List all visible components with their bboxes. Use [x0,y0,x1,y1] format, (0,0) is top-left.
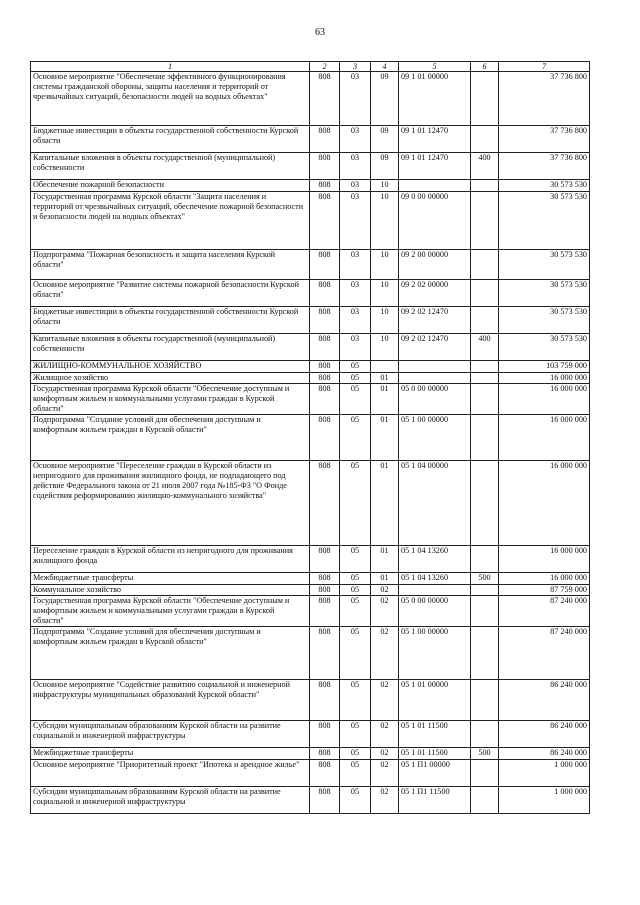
row-section: 05 [340,748,371,760]
row-section: 03 [340,280,371,307]
row-amount: 37 736 800 [499,153,590,180]
row-section: 05 [340,373,371,384]
row-grbs: 808 [310,787,340,814]
row-amount: 16 000 000 [499,415,590,461]
row-grbs: 808 [310,384,340,415]
row-subsection [371,361,399,373]
table-row [31,546,590,573]
row-section: 05 [340,596,371,627]
row-target-article: 09 1 01 00000 [399,72,471,126]
row-name: Субсидии муниципальным образованиям Курской области на развитие социальной и инженерной инфраструктуры [31,721,310,748]
table-row [31,748,590,760]
table-row [31,384,590,415]
row-subsection: 09 [371,126,399,153]
row-target-article: 05 1 01 00000 [399,680,471,721]
row-amount: 16 000 000 [499,546,590,573]
row-expense-type [471,361,499,373]
row-name: Основное мероприятие "Развитие системы пожарной безопасности Курской области" [31,280,310,307]
row-expense-type [471,680,499,721]
row-name: Подпрограмма "Создание условий для обеспечения доступным и комфортным жильем граждан в Курской области" [31,627,310,680]
table-row [31,361,590,373]
row-section: 05 [340,361,371,373]
row-grbs: 808 [310,748,340,760]
row-target-article: 05 1 04 13260 [399,573,471,585]
col-header: 6 [471,62,499,72]
row-grbs: 808 [310,192,340,250]
row-target-article: 05 1 01 11500 [399,748,471,760]
row-subsection: 10 [371,280,399,307]
row-expense-type [471,126,499,153]
row-subsection: 10 [371,250,399,280]
row-name: Межбюджетные трансферты [31,748,310,760]
row-section: 03 [340,307,371,334]
row-name: Переселение граждан в Курской области из непригодного для проживания жилищного фонда [31,546,310,573]
table-row [31,787,590,814]
table-row [31,760,590,787]
row-amount: 30 573 530 [499,280,590,307]
row-grbs: 808 [310,627,340,680]
row-name: Подпрограмма "Создание условий для обеспечения доступным и комфортным жильем граждан в Курской области" [31,415,310,461]
row-amount: 87 240 000 [499,596,590,627]
row-amount: 1 000 000 [499,760,590,787]
row-grbs: 808 [310,153,340,180]
row-expense-type [471,250,499,280]
row-section: 03 [340,180,371,192]
row-subsection: 09 [371,153,399,180]
row-expense-type [471,721,499,748]
row-expense-type [471,546,499,573]
table-row [31,373,590,384]
row-amount: 1 000 000 [499,787,590,814]
row-target-article: 09 1 01 12470 [399,153,471,180]
row-subsection: 01 [371,461,399,546]
row-grbs: 808 [310,596,340,627]
row-subsection: 02 [371,787,399,814]
row-section: 05 [340,760,371,787]
table-row [31,415,590,461]
row-section: 05 [340,585,371,596]
row-name: Подпрограмма "Пожарная безопасность и защита населения Курской области" [31,250,310,280]
row-subsection: 01 [371,373,399,384]
row-grbs: 808 [310,585,340,596]
row-name: Государственная программа Курской области "Обеспечение доступным и комфортным жильем и коммунальными услугами граждан в Курской области" [31,384,310,415]
row-expense-type: 400 [471,334,499,361]
header-row [31,62,590,72]
row-grbs: 808 [310,546,340,573]
row-subsection: 02 [371,627,399,680]
row-section: 03 [340,334,371,361]
row-grbs: 808 [310,373,340,384]
row-amount: 87 759 000 [499,585,590,596]
row-name: ЖИЛИЩНО-КОММУНАЛЬНОЕ ХОЗЯЙСТВО [31,361,310,373]
row-grbs: 808 [310,680,340,721]
row-amount: 86 240 000 [499,721,590,748]
table-row [31,627,590,680]
col-header: 7 [499,62,590,72]
row-grbs: 808 [310,334,340,361]
row-target-article: 09 1 01 12470 [399,126,471,153]
row-expense-type [471,192,499,250]
table-row [31,180,590,192]
col-header: 4 [371,62,399,72]
row-amount: 37 736 800 [499,126,590,153]
row-expense-type: 400 [471,153,499,180]
row-subsection: 10 [371,307,399,334]
row-section: 05 [340,787,371,814]
row-grbs: 808 [310,573,340,585]
row-target-article: 05 1 01 11500 [399,721,471,748]
row-section: 05 [340,546,371,573]
row-name: Капитальные вложения в объекты государственной (муниципальной) собственности [31,153,310,180]
row-expense-type [471,585,499,596]
row-section: 03 [340,153,371,180]
row-amount: 86 240 000 [499,748,590,760]
row-target-article [399,180,471,192]
row-amount: 30 573 530 [499,307,590,334]
row-subsection: 10 [371,192,399,250]
row-expense-type: 500 [471,573,499,585]
row-name: Государственная программа Курской области "Защита населения и территорий от чрезвычайных ситуаций, обеспечение пожарной безопасности и безопасности людей на водных объектах" [31,192,310,250]
table-row [31,680,590,721]
row-amount: 16 000 000 [499,373,590,384]
row-expense-type [471,307,499,334]
row-name: Бюджетные инвестиции в объекты государственной собственности Курской области [31,307,310,334]
row-name: Основное мероприятие "Приоритетный проект "Ипотека и арендное жилье" [31,760,310,787]
col-header: 1 [31,62,310,72]
row-section: 03 [340,126,371,153]
table-row [31,72,590,126]
row-name: Межбюджетные трансферты [31,573,310,585]
row-subsection: 01 [371,384,399,415]
row-subsection: 10 [371,334,399,361]
row-expense-type: 500 [471,748,499,760]
row-subsection: 10 [371,180,399,192]
row-amount: 30 573 530 [499,250,590,280]
row-amount: 16 000 000 [499,461,590,546]
row-subsection: 01 [371,415,399,461]
row-expense-type [471,760,499,787]
budget-table [30,61,590,814]
row-target-article: 05 1 04 13260 [399,546,471,573]
row-name: Бюджетные инвестиции в объекты государственной собственности Курской области [31,126,310,153]
row-grbs: 808 [310,361,340,373]
row-expense-type [471,180,499,192]
row-name: Капитальные вложения в объекты государственной (муниципальной) собственности [31,334,310,361]
row-subsection: 02 [371,721,399,748]
page-number: 63 [315,27,325,38]
row-target-article [399,361,471,373]
row-grbs: 808 [310,760,340,787]
table-row [31,596,590,627]
row-expense-type [471,627,499,680]
table-row [31,280,590,307]
row-amount: 87 240 000 [499,627,590,680]
table-row [31,334,590,361]
table-row [31,192,590,250]
table-row [31,153,590,180]
row-grbs: 808 [310,72,340,126]
row-target-article: 05 1 П1 11500 [399,787,471,814]
row-subsection: 02 [371,596,399,627]
row-grbs: 808 [310,307,340,334]
row-target-article: 05 1 00 00000 [399,415,471,461]
row-target-article: 09 0 00 00000 [399,192,471,250]
row-section: 03 [340,72,371,126]
row-expense-type [471,596,499,627]
col-header: 2 [310,62,340,72]
row-amount: 30 573 530 [499,192,590,250]
row-amount: 103 759 000 [499,361,590,373]
row-section: 05 [340,573,371,585]
row-amount: 86 240 000 [499,680,590,721]
row-name: Основное мероприятие "Обеспечение эффективного функционирования системы гражданской обороны, защиты населения и территорий от чрезвычайных ситуаций, безопасности людей на водных объектах" [31,72,310,126]
row-name: Обеспечение пожарной безопасности [31,180,310,192]
row-section: 05 [340,627,371,680]
row-expense-type [471,373,499,384]
row-amount: 30 573 530 [499,334,590,361]
row-name: Коммунальное хозяйство [31,585,310,596]
row-section: 05 [340,384,371,415]
row-name: Жилищное хозяйство [31,373,310,384]
row-grbs: 808 [310,250,340,280]
row-target-article: 09 2 02 00000 [399,280,471,307]
row-target-article [399,373,471,384]
table-row [31,250,590,280]
row-name: Основное мероприятие "Переселение граждан в Курской области из непригодного для проживания жилищного фонда, не подпадающего под действие Федерального закона от 21 июля 2007 года №185-ФЗ "О Фонде содействия реформированию жилищно-коммунального хозяйства" [31,461,310,546]
row-subsection: 01 [371,573,399,585]
row-expense-type [471,787,499,814]
row-amount: 16 000 000 [499,384,590,415]
row-section: 05 [340,461,371,546]
row-amount: 37 736 800 [499,72,590,126]
row-grbs: 808 [310,721,340,748]
row-section: 05 [340,415,371,461]
row-expense-type [471,415,499,461]
row-target-article: 05 1 00 00000 [399,627,471,680]
row-name: Основное мероприятие "Содействие развитию социальной и инженерной инфраструктуры муниципальных образований Курской области" [31,680,310,721]
row-subsection: 02 [371,680,399,721]
table-row [31,307,590,334]
row-target-article: 09 2 00 00000 [399,250,471,280]
row-target-article: 05 0 00 00000 [399,384,471,415]
row-subsection: 02 [371,748,399,760]
table-row [31,573,590,585]
row-expense-type [471,461,499,546]
row-grbs: 808 [310,461,340,546]
table-row [31,126,590,153]
row-target-article: 05 0 00 00000 [399,596,471,627]
row-name: Государственная программа Курской области "Обеспечение доступным и комфортным жильем и коммунальными услугами граждан в Курской области" [31,596,310,627]
row-target-article: 09 2 02 12470 [399,334,471,361]
row-name: Субсидии муниципальным образованиям Курской области на развитие социальной и инженерной инфраструктуры [31,787,310,814]
row-expense-type [471,384,499,415]
row-subsection: 02 [371,760,399,787]
table-row [31,461,590,546]
row-grbs: 808 [310,280,340,307]
row-expense-type [471,72,499,126]
row-subsection: 09 [371,72,399,126]
row-section: 05 [340,721,371,748]
row-grbs: 808 [310,180,340,192]
row-target-article: 05 1 П1 00000 [399,760,471,787]
table-row [31,585,590,596]
row-grbs: 808 [310,126,340,153]
row-section: 03 [340,250,371,280]
table-row [31,721,590,748]
row-grbs: 808 [310,415,340,461]
row-section: 03 [340,192,371,250]
col-header: 3 [340,62,371,72]
row-target-article [399,585,471,596]
row-amount: 30 573 530 [499,180,590,192]
row-amount: 16 000 000 [499,573,590,585]
row-section: 05 [340,680,371,721]
row-target-article: 05 1 04 00000 [399,461,471,546]
row-target-article: 09 2 02 12470 [399,307,471,334]
row-subsection: 01 [371,546,399,573]
col-header: 5 [399,62,471,72]
row-subsection: 02 [371,585,399,596]
row-expense-type [471,280,499,307]
